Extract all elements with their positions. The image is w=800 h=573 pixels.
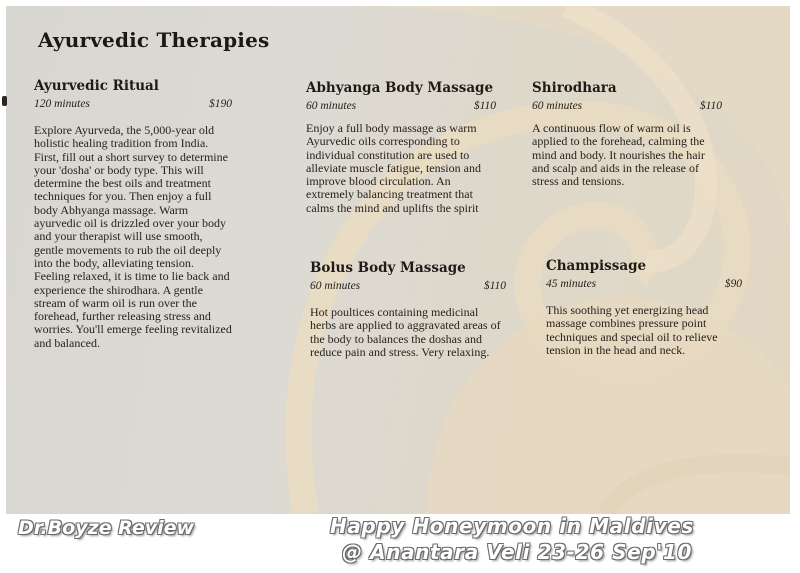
therapy-price: $110 — [473, 100, 496, 112]
watermark-right-line2: @ Anantara Veli 23-26 Sep'10 — [342, 540, 693, 564]
therapy-shirodhara — [532, 80, 722, 188]
therapy-duration: 60 minutes — [310, 280, 361, 292]
therapy-description: Enjoy a full body massage as warm Ayurvedic oils corresponding to individual constitution are used to alleviate muscle fatigue, tension and improve blood circulation. An extremely balancing treatment that calms the mind and uplifts the spirit — [306, 121, 481, 215]
page-title: Ayurvedic Therapies — [38, 28, 270, 52]
therapy-description: Hot poultices containing medicinal herbs are applied to aggravated areas of the body to balances the doshas and reduce pain and stress. Very relaxing. — [310, 305, 501, 359]
therapy-duration: 45 minutes — [546, 278, 597, 290]
therapy-meta — [306, 100, 496, 112]
therapy-description: Explore Ayurveda, the 5,000-year old holistic healing tradition from India. First, fill out a short survey to determine your 'dosha' or body type. This will determine the best oils and treatment techniques for you. Then enjoy a full body Abhyanga massage. Warm ayurvedic oil is drizzled over your body and your therapist will use smooth, gentle movements to rub the oil deeply into the body, alleviating tension. Feeling relaxed, it is time to lie back and experience the shirodhara. A gentle stream of warm oil is run over the forehead, further releasing stress and worries. You'll emerge feeling revitalized and balanced. — [34, 123, 232, 350]
binding-edge-mark — [2, 96, 7, 106]
therapy-meta — [310, 280, 506, 292]
therapy-champissage — [546, 258, 742, 357]
therapy-duration: 60 minutes — [532, 100, 583, 112]
therapy-bolus — [310, 260, 506, 359]
therapy-price: $90 — [724, 278, 742, 290]
watermark-left: Dr.Boyze Review — [18, 517, 195, 539]
therapy-price: $110 — [699, 100, 722, 112]
menu-photo — [6, 6, 790, 514]
watermark-right-line1: Happy Honeymoon in Maldives — [330, 514, 694, 538]
therapy-price: $110 — [483, 280, 506, 292]
therapy-meta — [34, 98, 232, 110]
therapy-meta — [546, 278, 742, 290]
therapy-duration: 120 minutes — [34, 98, 90, 110]
therapy-description: This soothing yet energizing head massage combines pressure point techniques and special oil to relieve tension in the head and neck. — [546, 303, 718, 357]
therapy-name: Ayurvedic Ritual — [34, 78, 159, 94]
therapy-name: Bolus Body Massage — [310, 260, 466, 276]
therapy-name: Champissage — [546, 258, 647, 274]
therapy-price: $190 — [209, 98, 232, 110]
therapy-name: Abhyanga Body Massage — [306, 80, 494, 96]
therapy-duration: 60 minutes — [306, 100, 357, 112]
therapy-meta — [532, 100, 722, 112]
therapy-name: Shirodhara — [532, 80, 617, 96]
therapy-abhyanga — [306, 80, 496, 215]
therapy-description: A continuous flow of warm oil is applied to the forehead, calming the mind and body. It nourishes the hair and scalp and aids in the release of stress and tensions. — [532, 121, 705, 189]
therapy-ayurvedic-ritual — [34, 78, 232, 350]
